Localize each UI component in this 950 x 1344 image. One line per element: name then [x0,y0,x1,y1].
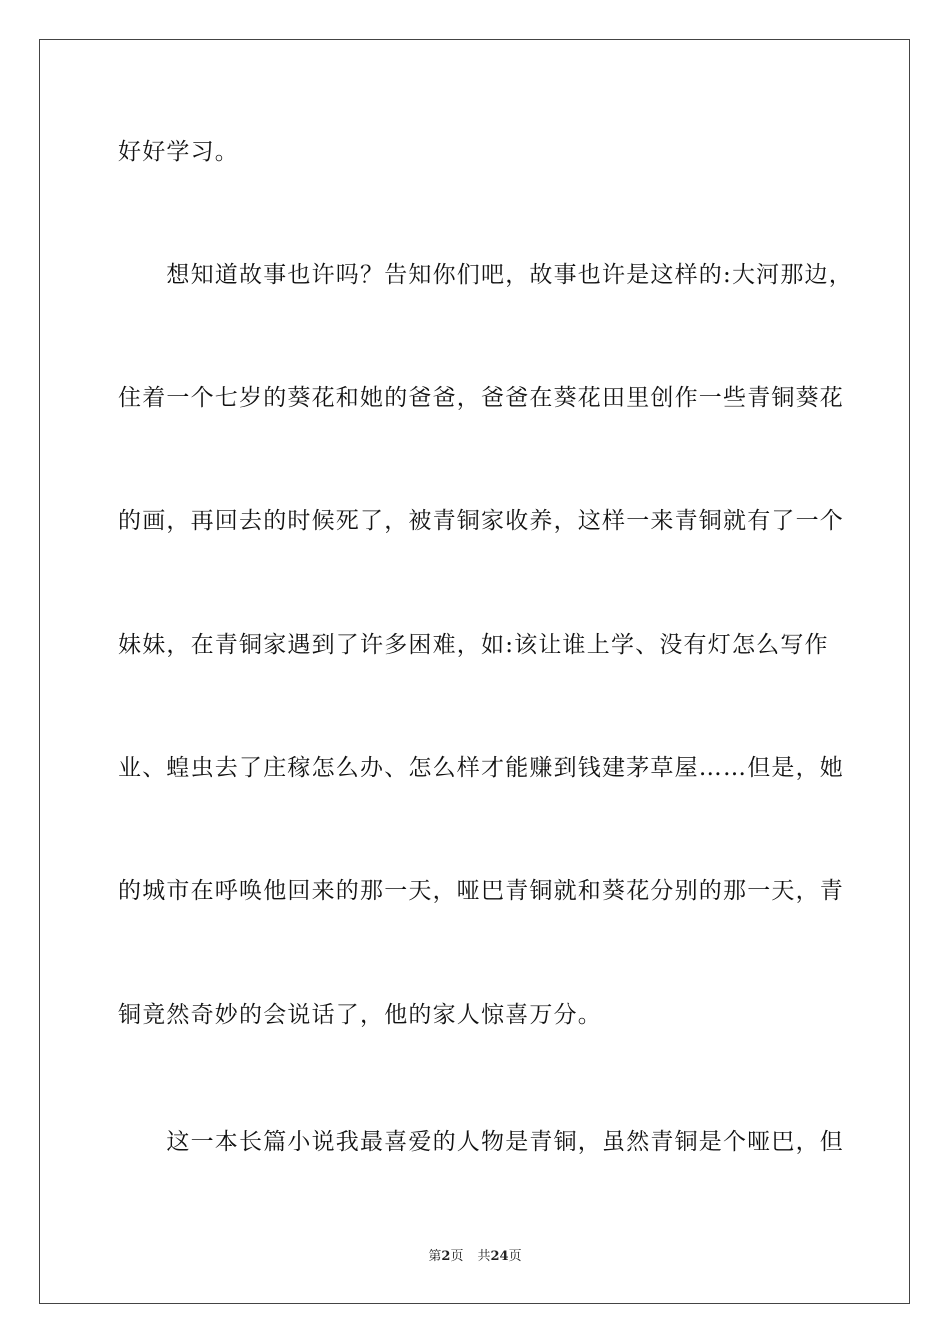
text-line-8: 铜竟然奇妙的会说话了，他的家人惊喜万分。 [118,1002,602,1028]
page-footer [0,1248,950,1266]
text-line-3: 住着一个七岁的葵花和她的爸爸，爸爸在葵花田里创作一些青铜葵花 [118,385,844,411]
text-line-2: 想知道故事也许吗？告知你们吧，故事也许是这样的:大河那边， [118,262,853,288]
page-suffix: 页 [450,1249,464,1264]
text-line-4: 的画，再回去的时候死了，被青铜家收养，这样一来青铜就有了一个 [118,508,844,534]
page-number: 2 [441,1249,451,1264]
page-prefix: 第 [428,1249,442,1264]
total-suffix: 页 [508,1249,522,1264]
text-line-9: 这一本长篇小说我最喜爱的人物是青铜，虽然青铜是个哑巴，但 [118,1129,844,1155]
text-line-6: 业、蝗虫去了庄稼怎么办、怎么样才能赚到钱建茅草屋……但是，她 [118,755,844,781]
text-line-5: 妹妹，在青铜家遇到了许多困难，如:该让谁上学、没有灯怎么写作 [118,632,829,658]
text-line-1: 好好学习。 [118,139,239,165]
total-prefix: 共 [477,1249,491,1264]
text-line-7: 的城市在呼唤他回来的那一天，哑巴青铜就和葵花分别的那一天，青 [118,878,844,904]
page-border [39,39,910,1304]
total-pages: 24 [490,1249,509,1264]
